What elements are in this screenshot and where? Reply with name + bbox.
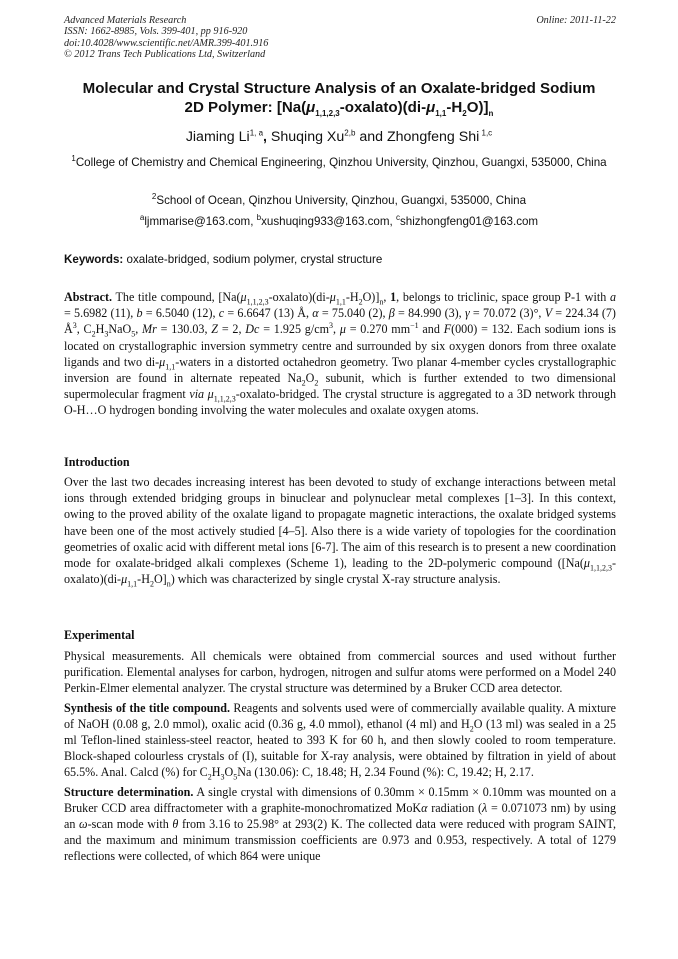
author-name: Jiaming Li — [185, 129, 250, 145]
italic-symbol: F — [443, 322, 452, 337]
subscript: 5 — [131, 329, 136, 339]
title-line-2 — [40, 98, 638, 117]
body-text: Over the last two decades increasing interest has been devoted to study of exchange interactions between metal ions through extended bridging groups in binuclear and polynuclear metal complexes [1–3]. In this context, owing to the proved ability of the oxalate ligand to propagate magnetic interactions, the oxalate bridged systems have been one of the most actively studied [4–5]. Also there is a wide variety of topologies for the coordination geometries of oxalic acid with different metal ions [6-7]. The aim of this research is to present a new coordination mode for oxalate-bridged alkali complexes (Scheme 1), leading to the 2D-polymeric compound ([Na( — [64, 475, 616, 571]
affiliation-text: College of Chemistry and Chemical Engineering, Qinzhou University, Qinzhou, Guangxi, 535000, China — [75, 156, 607, 169]
body-text: -H — [137, 572, 150, 587]
greek-gamma: γ — [464, 306, 470, 321]
email-sup: b — [256, 213, 262, 223]
body-text: = 0.071073 nm) by using an — [64, 800, 616, 832]
italic-symbol: V — [544, 306, 553, 321]
italic-word: via — [189, 387, 205, 402]
body-text: radiation ( — [427, 800, 483, 815]
body-text: -oxalato)(di- — [64, 556, 616, 587]
online-date: Online: 2011-11-22 — [536, 15, 616, 26]
abstract-text: = 130.03, — [156, 322, 212, 337]
subscript: 2 — [207, 772, 212, 782]
abstract-text: -oxalato-bridged. The crystal structure is aggregated to a 3D network through O-H…O hydrogen bonding involving the water molecules and oxalate oxygen atoms. — [64, 387, 616, 418]
greek-mu: μ — [329, 290, 336, 304]
keywords — [64, 252, 616, 267]
greek-lambda: λ — [482, 800, 488, 815]
affiliation-text: School of Ocean, Qinzhou University, Qinzhou, Guangxi, 535000, China — [156, 194, 527, 207]
copyright-line: © 2012 Trans Tech Publications Ltd, Switzerland — [64, 49, 266, 61]
author-name: Shuqing Xu — [270, 129, 345, 145]
subscript: n — [166, 579, 171, 589]
email-line — [60, 214, 618, 229]
title-sub: 2 — [462, 109, 467, 119]
subscript: 2 — [301, 378, 306, 388]
greek-mu: μ — [240, 290, 247, 304]
abstract-text: , C — [76, 322, 92, 337]
body-text: O — [224, 765, 234, 780]
subscript: 2 — [358, 297, 363, 307]
title-line-1: Molecular and Crystal Structure Analysis of an Oxalate-bridged Sodium — [82, 80, 596, 97]
issn-line: ISSN: 1662-8985, Vols. 399-401, pp 916-920 — [64, 26, 248, 38]
affiliation-sup: 1 — [71, 154, 76, 164]
email-link[interactable]: ljmmarise@163.com, — [144, 215, 257, 228]
affiliation-1 — [60, 155, 618, 170]
subscript: 1,1,2,3 — [213, 394, 236, 404]
keywords-text: oxalate-bridged, sodium polymer, crystal structure — [123, 253, 383, 266]
subscript: 3 — [220, 772, 225, 782]
subscript: 3 — [104, 329, 109, 339]
greek-mu: μ — [339, 322, 346, 337]
journal-header — [64, 15, 616, 61]
experimental-heading: Experimental — [64, 628, 135, 642]
abstract-text: , — [135, 322, 143, 337]
abstract-text: , — [333, 322, 340, 337]
subscript: 1,1 — [165, 362, 176, 372]
superscript: −1 — [410, 321, 419, 331]
synthesis-paragraph — [64, 700, 616, 781]
author-sup: 2,b — [344, 128, 356, 138]
italic-symbol: b — [136, 306, 143, 321]
abstract-text: = 75.040 (2), — [318, 306, 389, 321]
subscript: 1,1,2,3 — [246, 297, 269, 307]
email-link[interactable]: shizhongfeng01@163.com — [399, 215, 539, 228]
subscript: 2 — [149, 579, 154, 589]
abstract-text: = 84.990 (3), — [394, 306, 465, 321]
compound-number: 1 — [390, 290, 397, 304]
author-sup: 1, a — [249, 128, 264, 138]
italic-symbol: c — [218, 306, 225, 321]
keywords-label: Keywords: — [64, 253, 124, 266]
abstract-text: = 0.270 mm — [345, 322, 411, 337]
abstract-text: , belongs to triclinic, space group P-1 with — [396, 290, 610, 304]
greek-mu: μ — [121, 572, 128, 587]
greek-mu: μ — [207, 387, 214, 402]
title-text: 2D Polymer: [Na( — [184, 99, 307, 116]
abstract-text: = 70.072 (3)°, — [469, 306, 545, 321]
abstract-text: = 2, — [218, 322, 246, 337]
journal-name: Advanced Materials Research — [64, 15, 187, 26]
abstract-text: and — [418, 322, 444, 337]
abstract-text: , — [383, 290, 391, 304]
title-text: O)] — [466, 99, 489, 116]
abstract-text: NaO — [108, 322, 132, 337]
abstract-text: subunit, which is further extended to two dimensional supermolecular fragment — [64, 371, 616, 402]
italic-symbol: Dc — [245, 322, 260, 337]
greek-alpha: α — [421, 800, 428, 815]
abstract-text: -H — [345, 290, 359, 304]
experimental-body — [64, 648, 616, 865]
title-mu: μ — [426, 99, 436, 116]
greek-alpha: α — [312, 306, 319, 321]
subscript: n — [379, 297, 384, 307]
introduction-heading: Introduction — [64, 455, 130, 469]
abstract — [64, 289, 616, 419]
subscript: 2 — [314, 378, 319, 388]
body-text: O (13 ml) was sealed in a 25 ml Teflon-lined stainless-steel reactor, heated to 393 K for 60 h, and then slowly cooled to room temperature. Block-shaped colourless crystals of (I), suitable for X-ray analysis, were obtained by filtration in yield of about 65.5%. Anal. Calcd (%) for C — [64, 716, 616, 780]
author-sup: 1,c — [479, 128, 493, 138]
title-sub: 1,1,2,3 — [315, 109, 340, 119]
affiliation-sup: 2 — [151, 192, 157, 202]
physical-measurements-paragraph: Physical measurements. All chemicals were obtained from commercial sources and used without further purification. Elemental analyses for carbon, hydrogen, nitrogen and sulfur atoms were performed on a Model 240 Perkin-Elmer elemental analyzer. The crystal structure was determined by a Bruker CCD area detector. — [64, 649, 616, 696]
subscript: 1,1 — [335, 297, 346, 307]
author-sep: , — [263, 129, 271, 145]
body-text: -scan mode with — [87, 817, 173, 832]
email-sup: c — [395, 213, 400, 223]
subscript: 2 — [91, 329, 96, 339]
abstract-text: -waters in a distorted octahedron geometry. Two planar 4-member cycles crystallographic inversion are found in alternate repeated Na — [64, 354, 617, 386]
affiliation-2 — [60, 193, 618, 208]
body-text: from 3.16 to 25.98° at 293(2) K. The collected data were reduced with program SAINT, and the maximum and minimum transmission coefficients are 0.973 and 0.953, respectively. A total of 1279 reflections were collected, of which 864 were unique — [64, 817, 616, 864]
title-sub: n — [488, 109, 494, 119]
italic-symbol: Mr — [142, 322, 157, 337]
doi-line: doi:10.4028/www.scientific.net/AMR.399-401.916 — [64, 37, 269, 49]
abstract-text: = 6.6647 (13) Å, — [224, 306, 313, 321]
email-link[interactable]: xushuqing933@163.com, — [261, 215, 396, 228]
title-text: -H — [446, 99, 463, 116]
abstract-label: Abstract. — [64, 290, 113, 304]
abstract-text: O — [305, 371, 315, 386]
abstract-text: = 224.34 (7) Å — [64, 306, 616, 337]
greek-mu: μ — [583, 556, 590, 571]
title-sub: 1,1 — [435, 109, 447, 119]
abstract-text: = 1.925 g/cm — [259, 322, 329, 337]
greek-theta: θ — [172, 817, 179, 832]
synthesis-label: Synthesis of the title compound. — [64, 700, 230, 715]
italic-symbol: Z — [211, 322, 219, 337]
subscript: 2 — [469, 724, 474, 734]
body-text: A single crystal with dimensions of 0.30mm × 0.15mm × 0.10mm was mounted on a Bruker CCD area diffractometer with a graphite-monochromatized MoK — [64, 784, 616, 815]
abstract-text: = 6.5040 (12), — [142, 306, 219, 321]
structure-label: Structure determination. — [64, 784, 194, 799]
paper-title — [40, 79, 638, 117]
body-text: Reagents and solvents used were of commercially available quality. A mixture of NaOH (0.08 g, 2.0 mmol), oxalic acid (0.36 g, 4.0 mmol), ethanol (4 ml) and H — [64, 700, 616, 731]
abstract-text: -oxalato)(di- — [268, 290, 330, 304]
superscript: 3 — [329, 321, 333, 331]
author-list — [40, 128, 638, 146]
abstract-text: The title compound, [Na( — [112, 290, 241, 304]
superscript: 3 — [72, 321, 77, 331]
author-name: Zhongfeng Shi — [386, 129, 480, 145]
subscript: 1,1,2,3 — [589, 563, 612, 573]
abstract-text: (000) = 132. Each sodium ions is located on crystallographic inversion symmetry centre and surrounded by six oxygen donors from three oxalate ligands and two di- — [64, 322, 617, 369]
body-text: O] — [153, 572, 167, 587]
greek-mu: μ — [159, 354, 166, 369]
email-sup: a — [139, 213, 145, 223]
greek-omega: ω — [79, 817, 88, 832]
greek-beta: β — [388, 306, 395, 321]
introduction-body — [64, 474, 616, 587]
author-sep: and — [355, 129, 387, 145]
subscript: 5 — [233, 772, 238, 782]
italic-symbol: a — [609, 290, 617, 304]
body-text: ) which was characterized by single crystal X-ray structure analysis. — [170, 572, 501, 587]
body-text: H — [211, 765, 221, 780]
subscript: 1,1 — [127, 579, 138, 589]
body-text: Na (130.06): C, 18.48; H, 2.34 Found (%): C, 19.42; H, 2.17. — [237, 765, 534, 780]
title-mu: μ — [306, 99, 316, 116]
abstract-text: = 5.6982 (11), — [64, 306, 137, 321]
structure-determination-paragraph — [64, 784, 616, 865]
abstract-text: H — [95, 322, 105, 337]
title-text: -oxalato)(di- — [339, 99, 427, 116]
abstract-text: O)] — [362, 290, 380, 304]
